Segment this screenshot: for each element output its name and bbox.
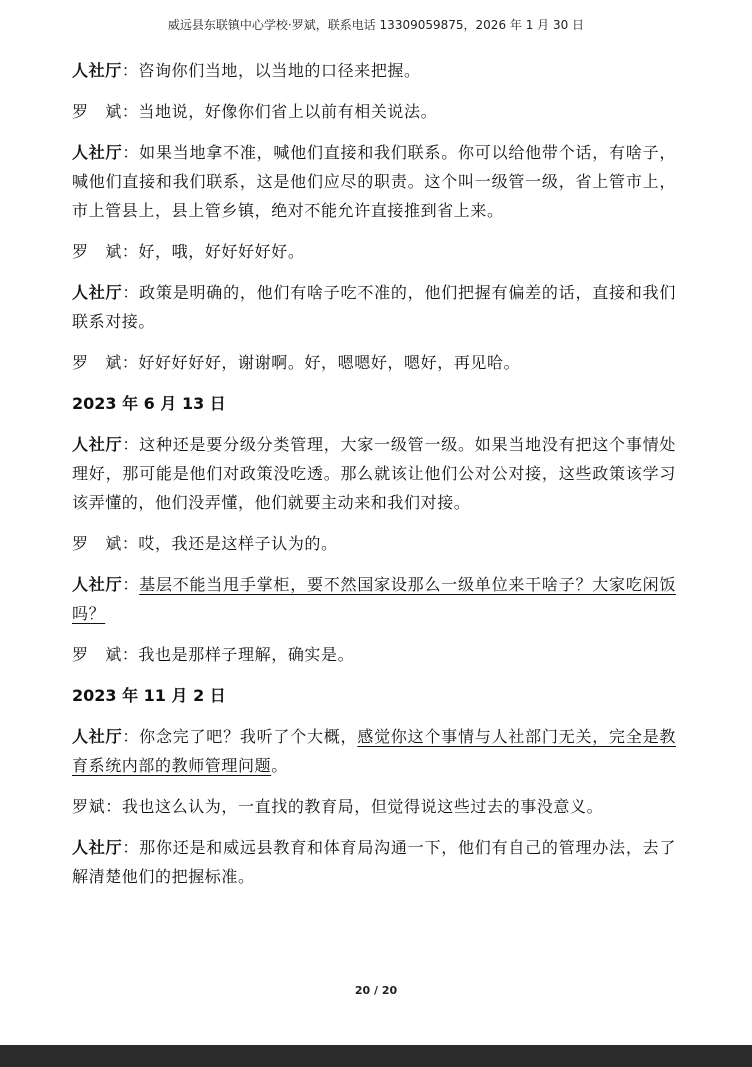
dialogue-paragraph <box>72 278 676 336</box>
dialogue-paragraph <box>72 792 676 821</box>
speaker-label: 罗 斌 <box>72 102 122 121</box>
speaker-label: 人社厅 <box>72 435 123 454</box>
speaker-label: 罗 斌 <box>72 353 122 372</box>
underlined-text: 基层不能当甩手掌柜，要不然国家设那么一级单位来干啥子？大家吃闲饭吗？ <box>72 575 677 623</box>
dialogue-paragraph <box>72 430 676 517</box>
date-heading: 2023 年 11 月 2 日 <box>72 686 226 705</box>
dialogue-paragraph <box>72 529 676 558</box>
separator: ： <box>121 102 139 121</box>
speaker-label: 人社厅 <box>72 575 123 594</box>
dialogue-paragraph <box>72 97 676 126</box>
separator: ： <box>121 61 139 80</box>
separator: ： <box>122 143 140 162</box>
separator: ： <box>122 575 140 594</box>
speaker-label: 人社厅 <box>72 838 123 857</box>
speaker-label: 罗 斌 <box>72 645 122 664</box>
date-heading: 2023 年 6 月 13 日 <box>72 394 226 413</box>
dialogue-text: 你念完了吧？我听了个大概， <box>139 727 358 746</box>
dialogue-paragraph <box>72 570 676 628</box>
speaker-label: 罗 斌 <box>72 242 122 261</box>
dialogue-paragraph <box>72 138 676 225</box>
separator: ： <box>122 727 140 746</box>
page-number: 20 / 20 <box>354 984 398 997</box>
separator: ： <box>121 534 139 553</box>
page-header: 威远县东联镇中心学校·罗斌，联系电话 13309059875，2026 年 1 月 30 日 <box>167 18 585 32</box>
dialogue-paragraph <box>72 237 676 266</box>
dialogue-paragraph <box>72 56 676 85</box>
dialogue-text: 这种还是要分级分类管理，大家一级管一级。如果当地没有把这个事情处理好，那可能是他们对政策没吃透。那么就该让他们公对公对接，这些政策该学习该弄懂的，他们没弄懂，他们就要主动来和我们对接。 <box>72 435 677 512</box>
underlined-text: 感觉你这个事情与人社部门无关，完全是教育系统内部的教师管理问题 <box>72 727 676 775</box>
separator: ： <box>121 353 139 372</box>
dialogue-text: 咨询你们当地，以当地的口径来把握。 <box>138 61 421 80</box>
dialogue-paragraph <box>72 833 676 891</box>
viewer-bottom-bar <box>0 1045 752 1067</box>
speaker-label: 人社厅 <box>72 283 123 302</box>
separator: ： <box>122 838 140 857</box>
speaker-label: 人社厅 <box>72 143 123 162</box>
speaker-label: 罗斌 <box>72 797 106 816</box>
dialogue-text: 好好好好好，谢谢啊。好，嗯嗯好，嗯好，再见哈。 <box>138 353 521 372</box>
dialogue-text: 当地说，好像你们省上以前有相关说法。 <box>138 102 438 121</box>
separator: ： <box>122 435 140 454</box>
dialogue-text: 政策是明确的，他们有啥子吃不准的，他们把握有偏差的话，直接和我们联系对接。 <box>72 283 677 331</box>
dialogue-paragraph <box>72 722 676 780</box>
separator: ： <box>121 645 139 664</box>
separator: ： <box>105 797 122 816</box>
separator: ： <box>121 242 139 261</box>
dialogue-text: 那你还是和威远县教育和体育局沟通一下，他们有自己的管理办法，去了解清楚他们的把握标准。 <box>72 838 677 886</box>
speaker-label: 罗 斌 <box>72 534 122 553</box>
dialogue-paragraph <box>72 348 676 377</box>
separator: ： <box>122 283 140 302</box>
dialogue-text: 好，哦，好好好好好。 <box>138 242 305 261</box>
speaker-label: 人社厅 <box>72 727 123 746</box>
dialogue-text: 我也是那样子理解，确实是。 <box>138 645 355 664</box>
dialogue-text: 。 <box>271 756 288 775</box>
document-body <box>72 56 676 903</box>
dialogue-text: 我也这么认为，一直找的教育局，但觉得说这些过去的事没意义。 <box>121 797 604 816</box>
dialogue-text: 如果当地拿不准，喊他们直接和我们联系。你可以给他带个话，有啥子，喊他们直接和我们联系，这是他们应尽的职责。这个叫一级管一级，省上管市上，市上管县上，县上管乡镇，绝对不能允许直接推到省上来。 <box>72 143 677 220</box>
dialogue-paragraph <box>72 640 676 669</box>
speaker-label: 人社厅 <box>72 61 122 80</box>
dialogue-text: 哎，我还是这样子认为的。 <box>138 534 338 553</box>
